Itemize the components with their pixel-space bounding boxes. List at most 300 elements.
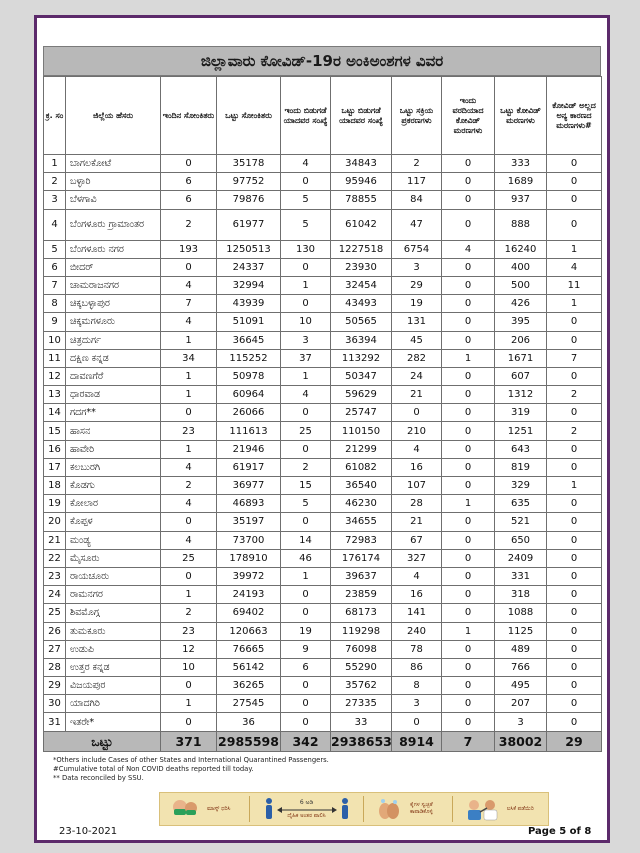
data-cell: 34 <box>161 349 217 367</box>
data-cell: 1 <box>161 331 217 349</box>
banner-distance <box>264 797 350 821</box>
data-cell: 4 <box>281 386 331 404</box>
col-today-discharged: ಇಂದು ಬಿಡುಗಡೆ ಯಾದವರ ಸಂಖ್ಯೆ <box>281 77 331 155</box>
total-cell: 371 <box>161 731 217 751</box>
district-name: ವಿಜಯಪುರ <box>66 677 161 695</box>
table-row <box>44 313 602 331</box>
data-cell: 35178 <box>217 155 281 173</box>
data-cell: 2 <box>281 458 331 476</box>
report-title: ಜಿಲ್ಲಾವಾರು ಕೋವಿಡ್-19ರ ಅಂಕಿಅಂಶಗಳ ವಿವರ <box>43 46 601 76</box>
data-cell: 7 <box>547 349 602 367</box>
data-cell: 1689 <box>495 173 547 191</box>
data-cell: 0 <box>547 713 602 731</box>
data-cell: 1 <box>281 567 331 585</box>
banner-divider <box>363 796 364 822</box>
data-cell: 2 <box>161 477 217 495</box>
col-total-deaths: ಒಟ್ಟು ಕೋವಿಡ್ ಮರಣಗಳು <box>495 77 547 155</box>
row-serial: 4 <box>44 209 66 240</box>
data-cell: 400 <box>495 258 547 276</box>
col-total-infected: ಒಟ್ಟು ಸೋಂಕಿತರು <box>217 77 281 155</box>
data-cell: 4 <box>161 495 217 513</box>
data-cell: 329 <box>495 477 547 495</box>
data-cell: 119298 <box>331 622 392 640</box>
data-cell: 1088 <box>495 604 547 622</box>
col-non-covid-deaths: ಕೋವಿಡ್ ಅಲ್ಲದ ಅನ್ಯ ಕಾರಣದ ಮರಣಗಳು# <box>547 77 602 155</box>
district-name: ಹಾವೇರಿ <box>66 440 161 458</box>
data-cell: 131 <box>392 313 442 331</box>
col-today-deaths: ಇಂದು ವರದಿಯಾದ ಕೋವಿಡ್ ಮರಣಗಳು <box>442 77 495 155</box>
data-cell: 115252 <box>217 349 281 367</box>
table-row <box>44 349 602 367</box>
row-serial: 7 <box>44 276 66 294</box>
data-cell: 1 <box>281 367 331 385</box>
data-cell: 16240 <box>495 240 547 258</box>
data-cell: 0 <box>547 191 602 209</box>
district-name: ಕೋಲಾರ <box>66 495 161 513</box>
data-cell: 9 <box>281 640 331 658</box>
data-cell: 76098 <box>331 640 392 658</box>
person-icon <box>340 797 350 821</box>
data-cell: 0 <box>281 513 331 531</box>
data-cell: 331 <box>495 567 547 585</box>
table-row <box>44 477 602 495</box>
data-cell: 0 <box>442 155 495 173</box>
table-row <box>44 622 602 640</box>
district-name: ರಾಯಚೂರು <box>66 567 161 585</box>
data-cell: 766 <box>495 658 547 676</box>
data-cell: 43939 <box>217 295 281 313</box>
data-cell: 28 <box>392 495 442 513</box>
data-cell: 4 <box>547 258 602 276</box>
total-cell: 342 <box>281 731 331 751</box>
data-cell: 16 <box>392 458 442 476</box>
data-cell: 207 <box>495 695 547 713</box>
data-cell: 24193 <box>217 586 281 604</box>
data-cell: 4 <box>281 155 331 173</box>
data-cell: 0 <box>442 295 495 313</box>
banner-divider <box>452 796 453 822</box>
data-cell: 4 <box>161 276 217 294</box>
district-covid-table <box>43 76 602 752</box>
data-cell: 68173 <box>331 604 392 622</box>
row-serial: 17 <box>44 458 66 476</box>
table-header-row <box>44 77 602 155</box>
data-cell: 0 <box>442 677 495 695</box>
data-cell: 36265 <box>217 677 281 695</box>
table-row <box>44 295 602 313</box>
data-cell: 3 <box>392 695 442 713</box>
data-cell: 0 <box>547 658 602 676</box>
data-cell: 15 <box>281 477 331 495</box>
district-name: ಬೆಂಗಳೂರು ಗ್ರಾಮಾಂತರ <box>66 209 161 240</box>
data-cell: 395 <box>495 313 547 331</box>
data-cell: 0 <box>281 695 331 713</box>
table-row <box>44 549 602 567</box>
data-cell: 0 <box>442 404 495 422</box>
data-cell: 327 <box>392 549 442 567</box>
data-cell: 0 <box>547 440 602 458</box>
data-cell: 6 <box>161 173 217 191</box>
data-cell: 0 <box>442 586 495 604</box>
table-row <box>44 404 602 422</box>
data-cell: 61082 <box>331 458 392 476</box>
data-cell: 1 <box>442 622 495 640</box>
table-row <box>44 240 602 258</box>
footnote: *Others include Cases of other States and International Quarantined Passengers. <box>53 756 329 764</box>
data-cell: 0 <box>161 155 217 173</box>
data-cell: 2 <box>161 209 217 240</box>
total-cell: 2938653 <box>331 731 392 751</box>
data-cell: 0 <box>442 477 495 495</box>
data-cell: 8 <box>392 677 442 695</box>
col-serial: ಕ್ರ. ಸಂ <box>44 77 66 155</box>
district-name: ಕೊಪ್ಪಳ <box>66 513 161 531</box>
data-cell: 84 <box>392 191 442 209</box>
district-name: ಧಾರವಾಡ <box>66 386 161 404</box>
data-cell: 33 <box>331 713 392 731</box>
table-row <box>44 695 602 713</box>
data-cell: 86 <box>392 658 442 676</box>
data-cell: 0 <box>547 331 602 349</box>
data-cell: 0 <box>442 173 495 191</box>
district-name: ಚಿಕ್ಕಮಗಳೂರು <box>66 313 161 331</box>
data-cell: 2 <box>392 155 442 173</box>
table-row <box>44 173 602 191</box>
row-serial: 26 <box>44 622 66 640</box>
data-cell: 46893 <box>217 495 281 513</box>
data-cell: 888 <box>495 209 547 240</box>
data-cell: 0 <box>281 677 331 695</box>
col-today-infected: ಇಂದಿನ ಸೋಂಕಿತರು <box>161 77 217 155</box>
data-cell: 120663 <box>217 622 281 640</box>
data-cell: 0 <box>442 276 495 294</box>
district-name: ಇತರೇ* <box>66 713 161 731</box>
data-cell: 107 <box>392 477 442 495</box>
data-cell: 97752 <box>217 173 281 191</box>
data-cell: 4 <box>392 567 442 585</box>
data-cell: 0 <box>442 640 495 658</box>
data-cell: 47 <box>392 209 442 240</box>
data-cell: 0 <box>442 313 495 331</box>
data-cell: 25 <box>161 549 217 567</box>
data-cell: 1 <box>547 477 602 495</box>
banner-mask <box>171 797 236 821</box>
data-cell: 1 <box>161 386 217 404</box>
data-cell: 0 <box>547 640 602 658</box>
table-row <box>44 604 602 622</box>
data-cell: 0 <box>281 404 331 422</box>
data-cell: 6 <box>161 191 217 209</box>
row-serial: 5 <box>44 240 66 258</box>
data-cell: 0 <box>547 531 602 549</box>
data-cell: 61042 <box>331 209 392 240</box>
table-row <box>44 440 602 458</box>
data-cell: 0 <box>547 209 602 240</box>
district-name: ಗದಗ** <box>66 404 161 422</box>
data-cell: 0 <box>281 295 331 313</box>
data-cell: 0 <box>281 586 331 604</box>
data-cell: 0 <box>547 604 602 622</box>
data-cell: 50978 <box>217 367 281 385</box>
data-cell: 0 <box>442 567 495 585</box>
row-serial: 28 <box>44 658 66 676</box>
page-number: Page 5 of 8 <box>528 826 592 837</box>
data-cell: 0 <box>442 191 495 209</box>
row-serial: 14 <box>44 404 66 422</box>
data-cell: 635 <box>495 495 547 513</box>
footnote: ** Data reconciled by SSU. <box>53 774 144 782</box>
data-cell: 23930 <box>331 258 392 276</box>
data-cell: 0 <box>547 495 602 513</box>
row-serial: 22 <box>44 549 66 567</box>
table-row <box>44 276 602 294</box>
data-cell: 1671 <box>495 349 547 367</box>
data-cell: 0 <box>442 331 495 349</box>
district-name: ದಾವಣಗೆರೆ <box>66 367 161 385</box>
data-cell: 23 <box>161 422 217 440</box>
data-cell: 21299 <box>331 440 392 458</box>
data-cell: 4 <box>161 458 217 476</box>
data-cell: 61917 <box>217 458 281 476</box>
data-cell: 24337 <box>217 258 281 276</box>
data-cell: 36540 <box>331 477 392 495</box>
data-cell: 0 <box>547 367 602 385</box>
data-cell: 11 <box>547 276 602 294</box>
data-cell: 0 <box>281 173 331 191</box>
data-cell: 5 <box>281 209 331 240</box>
total-cell: 7 <box>442 731 495 751</box>
district-name: ಮಂಡ್ಯ <box>66 531 161 549</box>
data-cell: 19 <box>392 295 442 313</box>
col-district-name: ಜಿಲ್ಲೆಯ ಹೆಸರು <box>66 77 161 155</box>
data-cell: 0 <box>547 586 602 604</box>
data-cell: 0 <box>442 258 495 276</box>
row-serial: 29 <box>44 677 66 695</box>
table-row <box>44 155 602 173</box>
data-cell: 2 <box>547 422 602 440</box>
row-serial: 2 <box>44 173 66 191</box>
banner-handwash-text: ಕೈಗಳ ಸ್ವಚ್ಛತೆ ಕಾಪಾಡಿಕೊಳ್ಳಿ <box>409 802 433 815</box>
data-cell: 0 <box>161 677 217 695</box>
data-cell: 0 <box>442 549 495 567</box>
table-row <box>44 386 602 404</box>
data-cell: 1 <box>547 295 602 313</box>
row-serial: 19 <box>44 495 66 513</box>
data-cell: 0 <box>547 549 602 567</box>
data-cell: 95946 <box>331 173 392 191</box>
row-serial: 8 <box>44 295 66 313</box>
district-name: ಮೈಸೂರು <box>66 549 161 567</box>
row-serial: 12 <box>44 367 66 385</box>
data-cell: 46230 <box>331 495 392 513</box>
data-cell: 0 <box>547 677 602 695</box>
person-icon <box>264 797 274 821</box>
data-cell: 10 <box>281 313 331 331</box>
district-name: ಬೆಳಗಾವಿ <box>66 191 161 209</box>
data-cell: 25747 <box>331 404 392 422</box>
data-cell: 60964 <box>217 386 281 404</box>
table-row <box>44 658 602 676</box>
table-row <box>44 191 602 209</box>
data-cell: 76665 <box>217 640 281 658</box>
table-row <box>44 367 602 385</box>
data-cell: 0 <box>281 713 331 731</box>
data-cell: 0 <box>547 513 602 531</box>
table-row <box>44 422 602 440</box>
hand-wash-icon <box>377 797 401 821</box>
total-cell: 8914 <box>392 731 442 751</box>
data-cell: 27335 <box>331 695 392 713</box>
table-row <box>44 513 602 531</box>
data-cell: 318 <box>495 586 547 604</box>
data-cell: 3 <box>281 331 331 349</box>
data-cell: 113292 <box>331 349 392 367</box>
data-cell: 4 <box>442 240 495 258</box>
data-cell: 0 <box>442 367 495 385</box>
district-name: ಬಾಗಲಕೋಟೆ <box>66 155 161 173</box>
table-row <box>44 586 602 604</box>
district-name: ಚಿತ್ರದುರ್ಗ <box>66 331 161 349</box>
data-cell: 0 <box>547 155 602 173</box>
data-cell: 521 <box>495 513 547 531</box>
data-cell: 23 <box>161 622 217 640</box>
row-serial: 9 <box>44 313 66 331</box>
district-name: ಉಡುಪಿ <box>66 640 161 658</box>
table-row <box>44 495 602 513</box>
data-cell: 14 <box>281 531 331 549</box>
footnotes <box>53 756 329 783</box>
data-cell: 21 <box>392 386 442 404</box>
data-cell: 0 <box>161 258 217 276</box>
data-cell: 333 <box>495 155 547 173</box>
total-row <box>44 731 602 751</box>
table-row <box>44 209 602 240</box>
data-cell: 32994 <box>217 276 281 294</box>
data-cell: 0 <box>442 422 495 440</box>
data-cell: 29 <box>392 276 442 294</box>
data-cell: 1 <box>161 440 217 458</box>
data-cell: 36 <box>217 713 281 731</box>
data-cell: 1227518 <box>331 240 392 258</box>
data-cell: 0 <box>281 604 331 622</box>
data-cell: 110150 <box>331 422 392 440</box>
row-serial: 15 <box>44 422 66 440</box>
data-cell: 32454 <box>331 276 392 294</box>
district-name: ಶಿವಮೊಗ್ಗ <box>66 604 161 622</box>
data-cell: 500 <box>495 276 547 294</box>
data-cell: 7 <box>161 295 217 313</box>
data-cell: 1 <box>547 240 602 258</box>
district-name: ರಾಮನಗರ <box>66 586 161 604</box>
data-cell: 23859 <box>331 586 392 604</box>
row-serial: 11 <box>44 349 66 367</box>
row-serial: 10 <box>44 331 66 349</box>
data-cell: 176174 <box>331 549 392 567</box>
data-cell: 141 <box>392 604 442 622</box>
row-serial: 30 <box>44 695 66 713</box>
data-cell: 1 <box>442 349 495 367</box>
table-row <box>44 677 602 695</box>
data-cell: 72983 <box>331 531 392 549</box>
total-cell: 2985598 <box>217 731 281 751</box>
data-cell: 0 <box>161 567 217 585</box>
data-cell: 819 <box>495 458 547 476</box>
data-cell: 24 <box>392 367 442 385</box>
data-cell: 210 <box>392 422 442 440</box>
data-cell: 73700 <box>217 531 281 549</box>
data-cell: 2 <box>547 386 602 404</box>
data-cell: 1251 <box>495 422 547 440</box>
data-cell: 12 <box>161 640 217 658</box>
data-cell: 319 <box>495 404 547 422</box>
data-cell: 6 <box>281 658 331 676</box>
total-cell: 38002 <box>495 731 547 751</box>
data-cell: 0 <box>442 531 495 549</box>
table-row <box>44 713 602 731</box>
data-cell: 37 <box>281 349 331 367</box>
data-cell: 240 <box>392 622 442 640</box>
data-cell: 55290 <box>331 658 392 676</box>
data-cell: 36645 <box>217 331 281 349</box>
data-cell: 46 <box>281 549 331 567</box>
data-cell: 0 <box>442 604 495 622</box>
col-active-cases: ಒಟ್ಟು ಸಕ್ರಿಯ ಪ್ರಕರಣಗಳು <box>392 77 442 155</box>
footnote: #Cumulative total of Non COVID deaths reported till today. <box>53 765 254 773</box>
col-total-discharged: ಒಟ್ಟು ಬಿಡುಗಡೆ ಯಾದವರ ಸಂಖ್ಯೆ <box>331 77 392 155</box>
data-cell: 79876 <box>217 191 281 209</box>
table-row <box>44 458 602 476</box>
data-cell: 78 <box>392 640 442 658</box>
data-cell: 26066 <box>217 404 281 422</box>
row-serial: 13 <box>44 386 66 404</box>
data-cell: 3 <box>495 713 547 731</box>
data-cell: 59629 <box>331 386 392 404</box>
data-cell: 16 <box>392 586 442 604</box>
district-name: ಬೀದರ್ <box>66 258 161 276</box>
district-name: ಬಳ್ಳಾರಿ <box>66 173 161 191</box>
data-cell: 10 <box>161 658 217 676</box>
data-cell: 19 <box>281 622 331 640</box>
data-cell: 1 <box>161 586 217 604</box>
banner-handwash <box>377 797 438 821</box>
data-cell: 0 <box>442 440 495 458</box>
table-row <box>44 258 602 276</box>
data-cell: 111613 <box>217 422 281 440</box>
data-cell: 0 <box>392 713 442 731</box>
banner-divider <box>249 796 250 822</box>
data-cell: 1250513 <box>217 240 281 258</box>
data-cell: 4 <box>161 313 217 331</box>
data-cell: 0 <box>161 404 217 422</box>
banner-distance-text: ದೈಹಿಕ ಅಂತರ ಪಾಲಿಸಿ <box>287 812 326 819</box>
row-serial: 24 <box>44 586 66 604</box>
data-cell: 0 <box>442 513 495 531</box>
data-cell: 0 <box>547 695 602 713</box>
data-cell: 0 <box>442 458 495 476</box>
data-cell: 35197 <box>217 513 281 531</box>
data-cell: 937 <box>495 191 547 209</box>
district-name: ಕೊಡಗು <box>66 477 161 495</box>
row-serial: 1 <box>44 155 66 173</box>
data-cell: 39972 <box>217 567 281 585</box>
data-cell: 51091 <box>217 313 281 331</box>
data-cell: 1 <box>161 695 217 713</box>
data-cell: 56142 <box>217 658 281 676</box>
data-cell: 50565 <box>331 313 392 331</box>
data-cell: 607 <box>495 367 547 385</box>
row-serial: 31 <box>44 713 66 731</box>
data-cell: 61977 <box>217 209 281 240</box>
